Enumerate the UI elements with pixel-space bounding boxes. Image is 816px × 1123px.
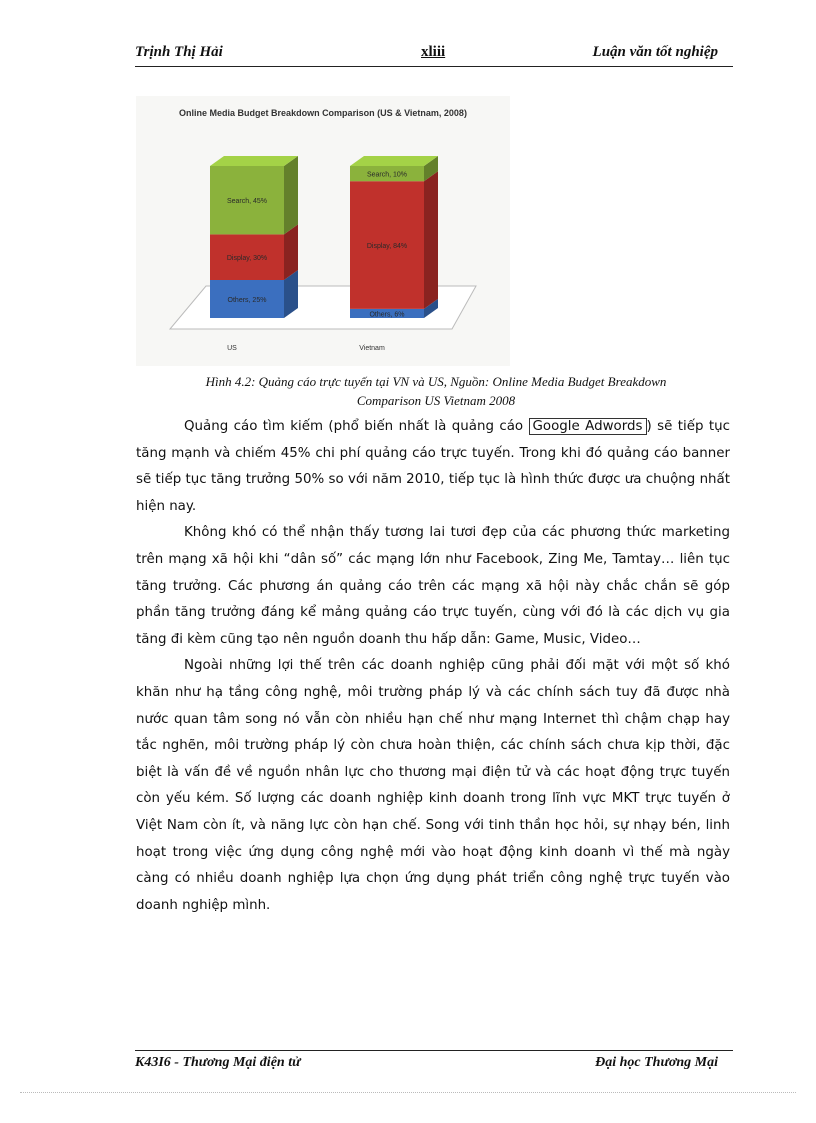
paragraph-1	[136, 414, 730, 520]
chart-title: Online Media Budget Breakdown Comparison (US & Vietnam, 2008)	[179, 108, 467, 118]
paragraph-1-start: Quảng cáo tìm kiếm (phổ biến nhất là quảng cáo	[184, 419, 529, 434]
segment-label: Search, 10%	[366, 171, 408, 179]
header-doc-type: Luận văn tốt nghiệp	[592, 44, 718, 60]
segment-label: Others, 6%	[369, 311, 405, 319]
paragraph-3: Ngoài những lợi thế trên các doanh nghiệp cũng phải đối mặt với một số khó khăn như hạ tầng công nghệ, môi trường pháp lý và các chính sách tuy đã được nhà nước quan tâm song nó vẫn còn nhiều hạn chế như mạng Internet thì chậm chạp hay tắc nghẽn, môi trường pháp lý còn chưa hoàn thiện, các chính sách chưa kịp thời, đặc biệt là vấn đề về nguồn nhân lực cho thương mại điện tử và các hoạt động trực tuyến còn yếu kém. Số lượng các doanh nghiệp kinh doanh trong lĩnh vực MKT trực tuyến ở Việt Nam còn ít, và năng lực còn hạn chế. Song với tinh thần học hỏi, sự nhạy bén, linh hoạt trong việc ứng dụng công nghệ mới vào hoạt động kinh doanh vì thế mà ngày càng có nhiều doanh nghiệp lựa chọn ứng dụng phát triển công nghệ trực tuyến vào doanh nghiệp mình.	[136, 658, 730, 913]
segment-label: Display, 84%	[366, 243, 408, 251]
footer-university: Đại học Thương Mại	[595, 1055, 718, 1070]
chart-x-labels	[227, 345, 385, 352]
bar-segment-us-search	[210, 156, 298, 234]
segment-label: Display, 30%	[226, 255, 268, 263]
figure-caption-line1: Hình 4.2: Quảng cáo trực tuyến tại VN và US, Nguồn: Online Media Budget Breakdown	[205, 374, 667, 389]
x-tick-label: Vietnam	[359, 345, 385, 352]
bar-segment-vietnam-display	[350, 171, 438, 309]
figure-caption	[136, 372, 736, 410]
chart-figure	[136, 96, 510, 366]
page-header	[135, 44, 733, 67]
google-adwords-link[interactable]: Google Adwords	[529, 418, 647, 435]
stacked-bar-chart	[136, 96, 510, 366]
segment-label: Search, 45%	[226, 198, 268, 206]
body-text	[136, 414, 730, 919]
footer-course: K43I6 - Thương Mại điện tử	[135, 1055, 301, 1070]
x-tick-label: US	[227, 345, 237, 352]
header-author: Trịnh Thị Hải	[135, 44, 223, 60]
paragraph-1-end: ) sẽ tiếp tục tăng mạnh và chiếm 45% chi phí quảng cáo trực tuyến. Trong khi đó quảng cáo banner sẽ tiếp tục tăng trưởng 50% so với năm 2010, tiếp tục là hình thức được ưa chuộng nhất hiện nay.	[136, 419, 730, 514]
page-bottom-divider	[20, 1092, 796, 1093]
figure-caption-line2: Comparison US Vietnam 2008	[356, 393, 516, 408]
header-page-number: xliii	[421, 44, 446, 60]
page-footer	[135, 1050, 733, 1073]
paragraph-2: Không khó có thể nhận thấy tương lai tươi đẹp của các phương thức marketing trên mạng xã hội khi “dân số” các mạng lớn như Facebook, Zing Me, Tamtay… liên tục tăng trưởng. Các phương án quảng cáo trên các mạng xã hội này chắc chắn sẽ góp phần tăng trưởng đáng kể mảng quảng cáo trực tuyến, cùng với đó là các dịch vụ gia tăng đi kèm cũng tạo nên nguồn doanh thu hấp dẫn: Game, Music, Video…	[136, 525, 730, 647]
segment-label: Others, 25%	[227, 297, 267, 304]
